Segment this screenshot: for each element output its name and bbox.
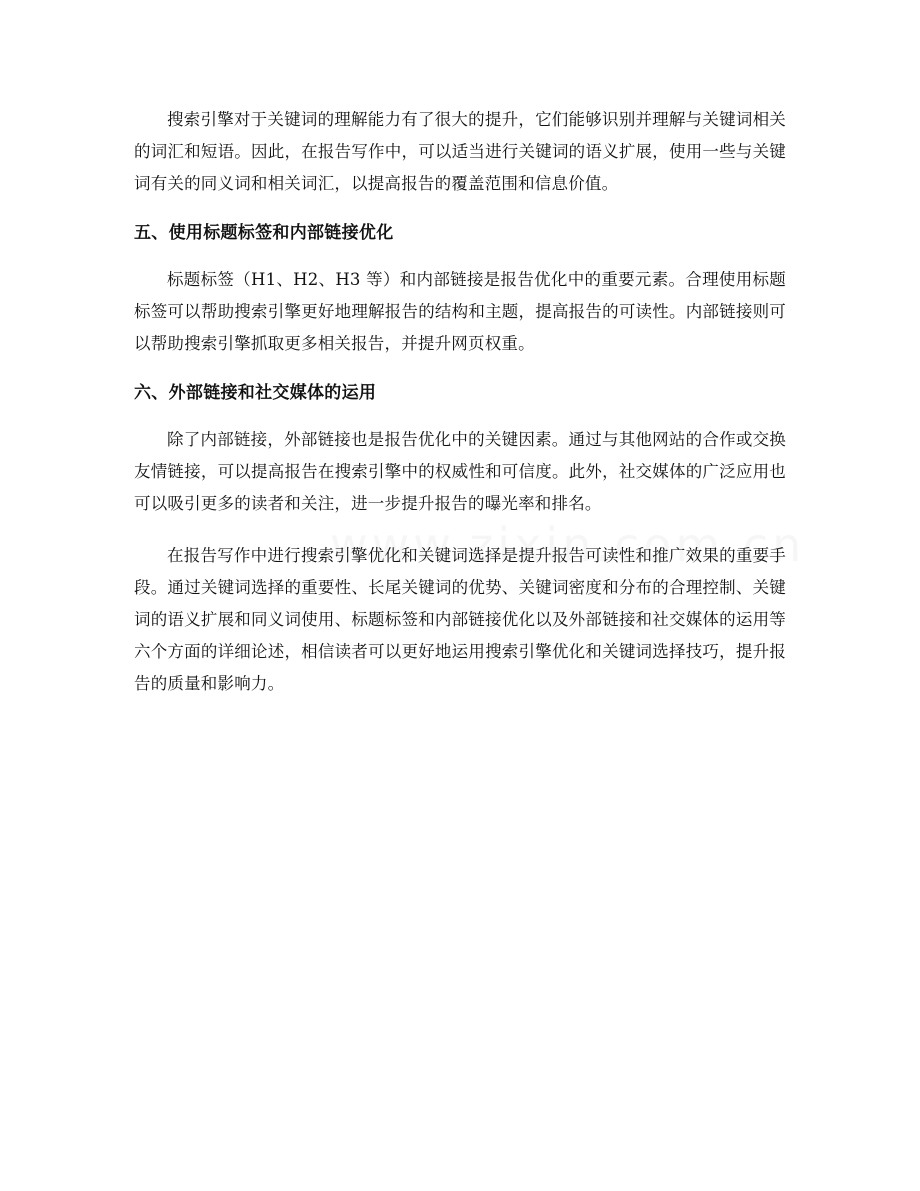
section-5-heading: 五、使用标题标签和内部链接优化 [134, 223, 394, 243]
document-body [134, 104, 786, 720]
paragraph-intro: 搜索引擎对于关键词的理解能力有了很大的提升，它们能够识别并理解与关键词相关的词汇和短语。因此，在报告写作中，可以适当进行关键词的语义扩展，使用一些与关键词有关的同义词和相关词汇，以提高报告的覆盖范围和信息价值。 [134, 110, 786, 193]
section-6-heading: 六、外部链接和社交媒体的运用 [134, 383, 377, 403]
section-6-paragraph: 除了内部链接，外部链接也是报告优化中的关键因素。通过与其他网站的合作或交换友情链接，可以提高报告在搜索引擎中的权威性和可信度。此外，社交媒体的广泛应用也可以吸引更多的读者和关注，进一步提升报告的曝光率和排名。 [134, 430, 786, 513]
conclusion-paragraph: 在报告写作中进行搜索引擎优化和关键词选择是提升报告可读性和推广效果的重要手段。通过关键词选择的重要性、长尾关键词的优势、关键词密度和分布的合理控制、关键词的语义扩展和同义词使用、标题标签和内部链接优化以及外部链接和社交媒体的运用等六个方面的详细论述，相信读者可以更好地运用搜索引擎优化和关键词选择技巧，提升报告的质量和影响力。 [134, 546, 786, 693]
section-5-paragraph: 标题标签（H1、H2、H3 等）和内部链接是报告优化中的重要元素。合理使用标题标签可以帮助搜索引擎更好地理解报告的结构和主题，提高报告的可读性。内部链接则可以帮助搜索引擎抓取更多相关报告，并提升网页权重。 [134, 270, 786, 353]
